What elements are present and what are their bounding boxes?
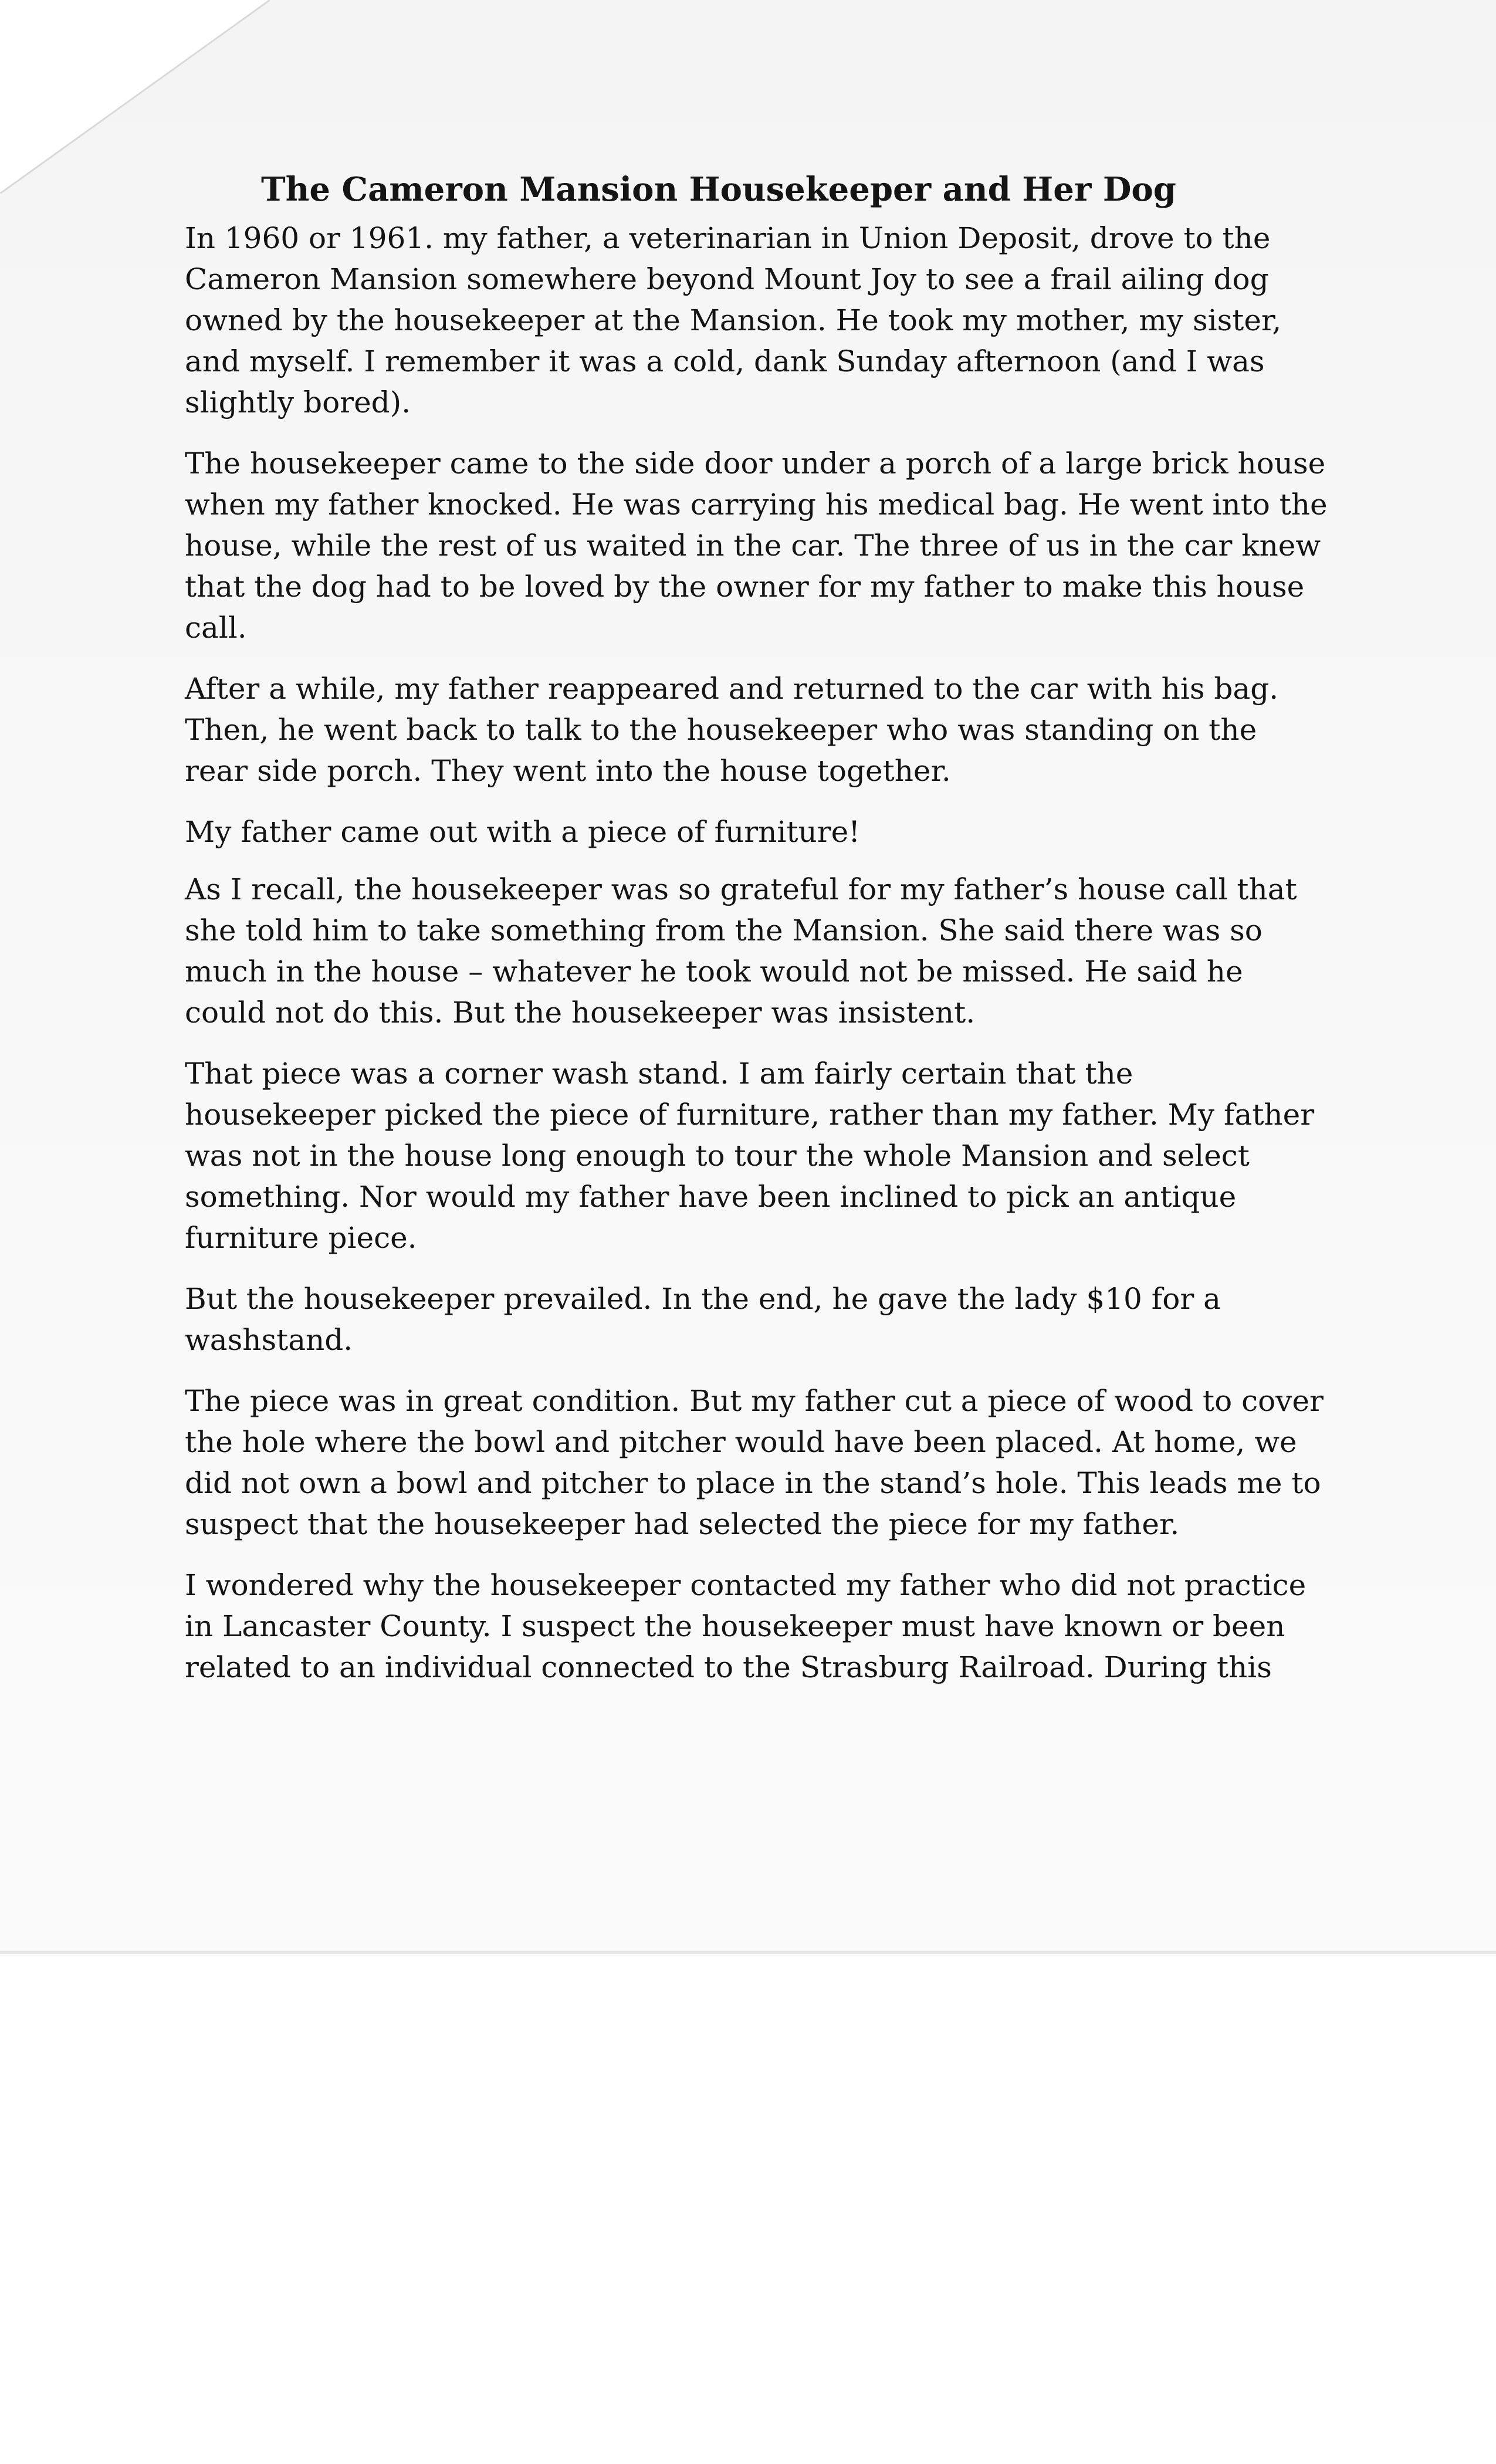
scanner-bed-blank-area [0, 1954, 1496, 2464]
paragraph-1: In 1960 or 1961. my father, a veterinarian in Union Deposit, drove to the Cameron Mansion somewhere beyond Mount Joy to see a frail ailing dog owned by the housekeeper at the Mansion. He took my mother, my sister, and myself. I remember it was a cold, dank Sunday afternoon (and I was slightly bored). [185, 221, 1282, 420]
folded-corner-mark [0, 0, 270, 194]
paragraph-3: After a while, my father reappeared and returned to the car with his bag. Then, he went back to talk to the housekeeper who was standing on the rear side porch. They went into the house together. [185, 672, 1279, 788]
paragraph-8: The piece was in great condition. But my father cut a piece of wood to cover the hole where the bowl and pitcher would have been placed. At home, we did not own a bowl and pitcher to place in the stand’s hole. This leads me to suspect that the housekeeper had selected the piece for my father. [185, 1384, 1324, 1542]
document-body [185, 170, 1329, 1708]
document-title: The Cameron Mansion Housekeeper and Her Dog [261, 170, 1176, 209]
paragraph-9: I wondered why the housekeeper contacted my father who did not practice in Lancaster County. I suspect the housekeeper must have known or been related to an individual connected to the Strasburg Railroad. During this [185, 1568, 1307, 1685]
paragraph-5: As I recall, the housekeeper was so grateful for my father’s house call that she told him to take something from the Mansion. She said there was so much in the house – whatever he took would not be missed. He said he could not do this. But the housekeeper was insistent. [185, 872, 1297, 1030]
paragraph-7: But the housekeeper prevailed. In the end, he gave the lady $10 for a washstand. [185, 1282, 1221, 1358]
paragraph-6: That piece was a corner wash stand. I am fairly certain that the housekeeper picked the piece of furniture, rather than my father. My father was not in the house long enough to tour the whole Mansion and select something. Nor would my father have been inclined to pick an antique furniture piece. [185, 1057, 1315, 1255]
paragraph-2: The housekeeper came to the side door under a porch of a large brick house when my father knocked. He was carrying his medical bag. He went into the house, while the rest of us waited in the car. The three of us in the car knew that the dog had to be loved by the owner for my father to make this house call. [185, 446, 1328, 645]
paragraph-4: My father came out with a piece of furniture! [185, 815, 861, 849]
